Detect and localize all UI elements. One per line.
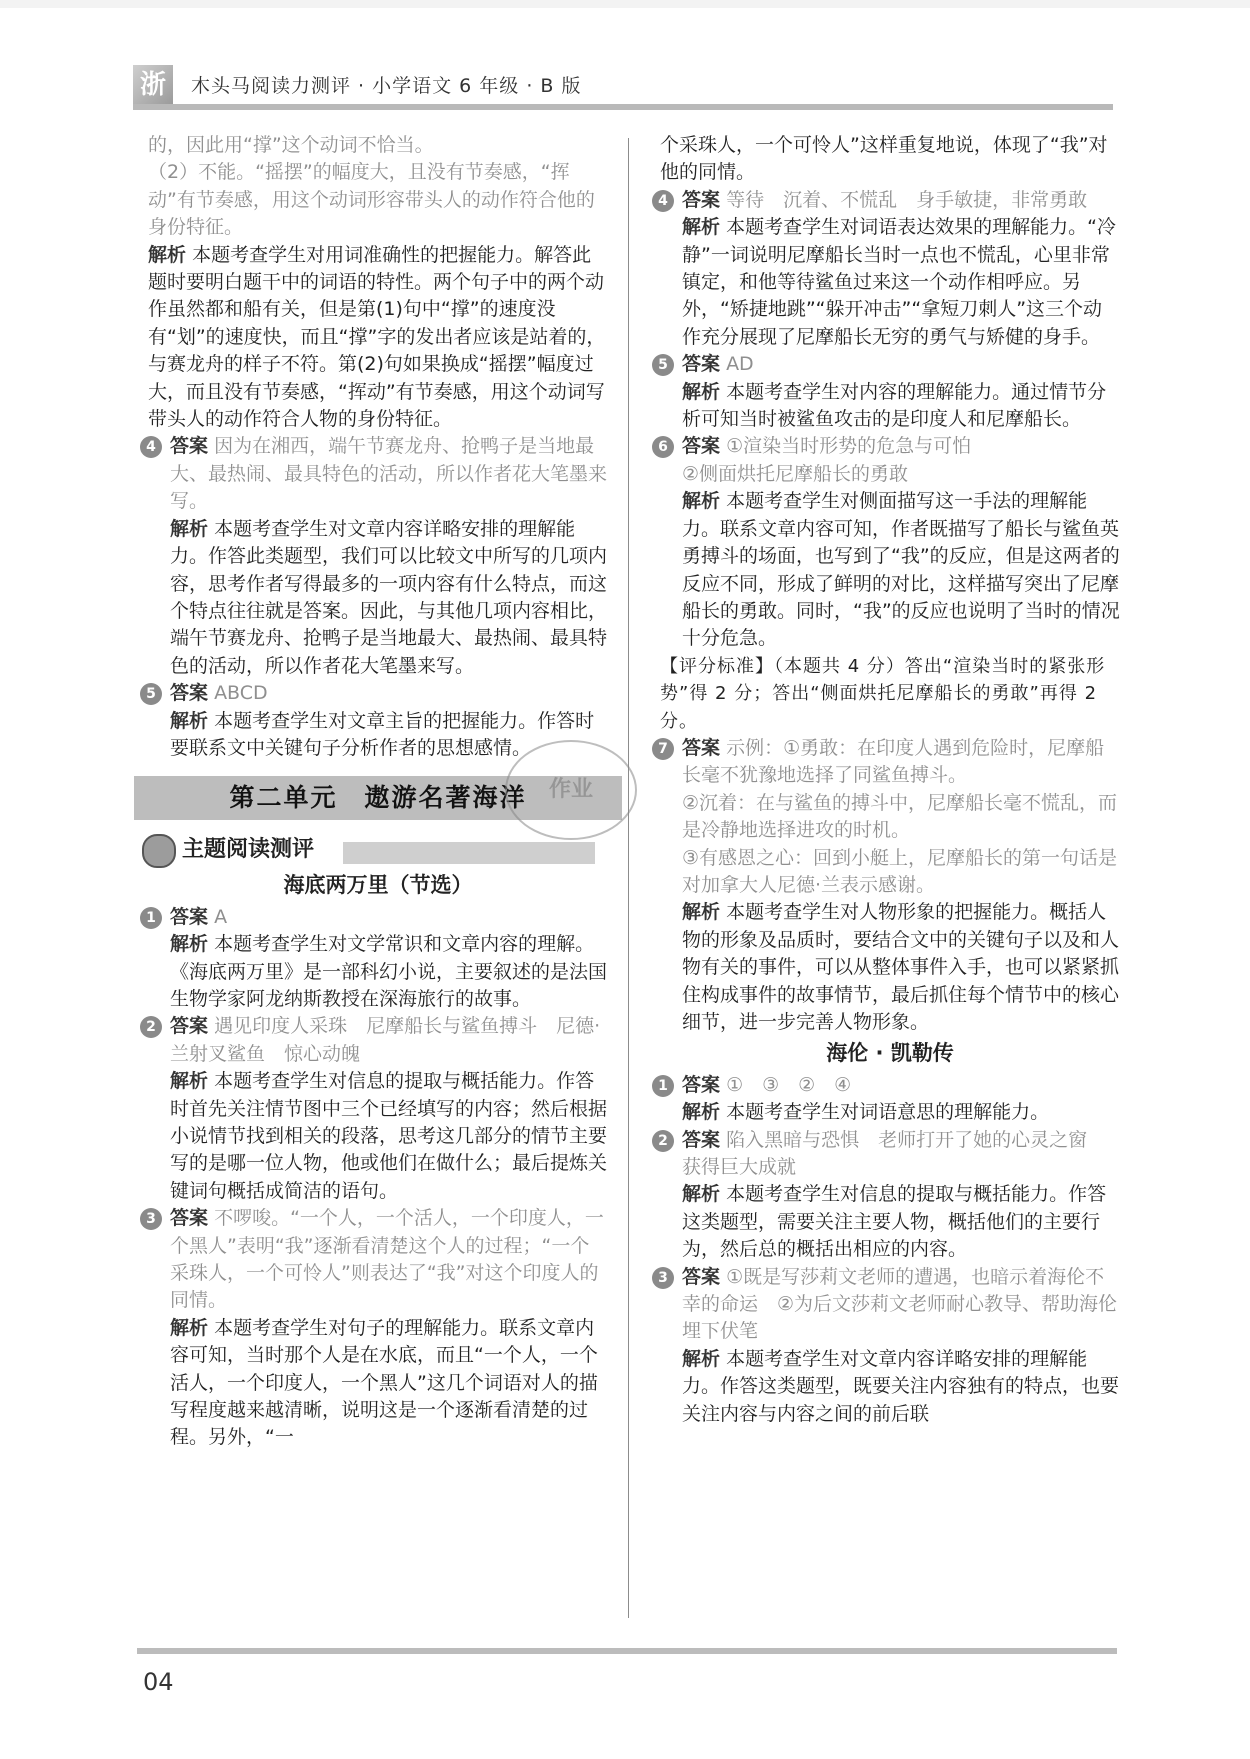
analysis-label: 解析 [682,490,721,513]
answer-text: 因为在湘西，端午节赛龙舟、抢鸭子是当地最大、最热闹、最具特色的活动，所以作者花大笔墨来写。 [170,435,608,513]
section-title: 海伦 · 凯勒传 [826,1041,954,1066]
question-item [660,1264,1120,1428]
analysis-continuation: 个采珠人，一个可怜人”这样重复地说，体现了“我”对他的同情。 [660,134,1108,184]
answer-text: 陷入黑暗与恐惧 老师打开了她的心灵之窗 获得巨大成就 [682,1128,1107,1179]
right-column [660,132,1120,1428]
question-number: 2 [140,1016,162,1038]
province-badge: 浙 [133,65,173,105]
analysis-text: 本题考查学生对文学常识和文章内容的理解。《海底两万里》是一部科幻小说，主要叙述的是法国生物学家阿龙纳斯教授在深海旅行的故事。 [170,933,608,1010]
answer-text: ABCD [214,682,268,705]
question-number: 6 [652,436,674,458]
page-number: 04 [143,1668,174,1696]
page-top-edge [0,0,1250,8]
analysis-label: 解析 [148,243,187,266]
analysis-text: 本题考查学生对句子的理解能力。联系文章内容可知，当时那个人是在水底，而且“一个人，一个活人，一个印度人，一个黑人”这几个词语对人的描写程度越来越清晰，说明这是一个逐渐看清楚的过程。另外，“一 [170,1316,598,1449]
answer-text: 遇见印度人采珠 尼摩船长与鲨鱼搏斗 尼德·兰射叉鲨鱼 惊心动魄 [170,1015,601,1065]
question-item [660,351,1120,433]
page-header [133,63,1113,105]
homework-stamp: 作业 [505,740,637,840]
answer-label: 答案 [170,905,209,928]
analysis-label: 解析 [682,1183,721,1206]
header-rule [133,104,1113,110]
question-number: 5 [140,683,162,705]
question-item-6 [660,433,1120,652]
question-number: 7 [652,738,674,760]
running-header-title: 木头马阅读力测评 · 小学语文 6 年级 · B 版 [191,75,582,97]
question-number: 1 [652,1075,674,1097]
unit-banner: 第二单元 遨游名著海洋 [134,776,622,820]
answer-text: ①渲染当时形势的危急与可怕 [726,435,972,458]
analysis-label: 解析 [682,1101,721,1124]
question-item [660,1072,1120,1127]
answer-text: ②侧面烘托尼摩船长的勇敢 [682,462,909,485]
question-item [660,1127,1120,1264]
answer-text: ②沉着：在与鲨鱼的搏斗中，尼摩船长毫不慌乱，而是冷静地选择进攻的时机。 [682,791,1118,842]
answer-label: 答案 [682,1073,721,1096]
analysis-text: 本题考查学生对用词准确性的把握能力。解答此题时要明白题干中的词语的特性。两个句子中的两个动作虽然都和船有关，但是第(1)句中“撑”的速度没有“划”的速度快，而且“撑”字的发出者应该是站着的，与赛龙舟的样子不符。第(2)句如果换成“摇摆”幅度过大，而且没有节奏感，“挥动”有节奏感，用这个动词写带头人的动作符合人物的身份特征。 [148,243,606,431]
question-item [148,904,608,1014]
analysis-text: 本题考查学生对文章内容详略安排的理解能力。作答这类题型，既要关注内容独有的特点，也要关注内容与内容之间的前后联 [682,1347,1120,1425]
analysis-text: 本题考查学生对信息的提取与概括能力。作答这类题型，需要关注主要人物，概括他们的主要行为，然后总的概括出相应的内容。 [682,1183,1107,1261]
theme-title: 主题阅读测评 [182,837,315,863]
column-divider [628,138,629,1618]
section-title: 海底两万里（节选） [283,873,473,898]
answer-continuation-1: 的，因此用“撑”这个动词不恰当。 [148,134,434,156]
analysis-text: 本题考查学生对内容的理解能力。通过情节分析可知当时被鲨鱼攻击的是印度人和尼摩船长。 [682,380,1107,431]
answer-text: ③有感恩之心：回到小艇上，尼摩船长的第一句话是对加拿大人尼德·兰表示感谢。 [682,846,1118,896]
answer-label: 答案 [682,1128,721,1151]
analysis-label: 解析 [682,1347,721,1370]
answer-label: 答案 [682,188,721,211]
answer-text: 示例：①勇敢：在印度人遇到危险时，尼摩船长毫不犹豫地选择了同鲨鱼搏斗。 [682,736,1105,787]
theme-title-bar [343,842,595,864]
answer-label: 答案 [682,353,721,376]
question-number: 3 [652,1267,674,1289]
question-number: 1 [140,907,162,929]
analysis-label: 解析 [170,709,209,732]
analysis-label: 解析 [682,380,721,403]
question-number: 3 [140,1208,162,1230]
answer-text: 等待 沉着、不慌乱 身手敏捷，非常勇敢 [726,188,1088,211]
question-number: 4 [140,436,162,458]
analysis-text: 本题考查学生对侧面描写这一手法的理解能力。联系文章内容可知，作者既描写了船长与鲨鱼英勇搏斗的场面，也写到了“我”的反应，但是这两者的反应不同，形成了鲜明的对比，这样描写突出了尼摩船长的勇敢。同时，“我”的反应也说明了当时的情况十分危急。 [682,490,1120,650]
analysis-label: 解析 [170,1316,209,1339]
question-number: 5 [652,354,674,376]
answer-text: ①既是写莎莉文老师的遭遇，也暗示着海伦不幸的命运 ②为后文莎莉文老师耐心教导、帮助海伦埋下伏笔 [682,1265,1118,1343]
analysis-text: 本题考查学生对人物形象的把握能力。概括人物的形象及品质时，要结合文中的关键句子以及和人物有关的事件，可以从整体事件入手，也可以紧紧抓住构成事件的故事情节，最后抓住每个情节中的核心细节，进一步完善人物形象。 [682,901,1120,1033]
question-item [660,187,1120,351]
footer-rule [137,1648,1117,1654]
answer-text: ① ③ ② ④ [726,1073,852,1096]
answer-label: 答案 [682,736,721,759]
analysis-label: 解析 [170,933,209,956]
scoring-standard: 【评分标准】（本题共 4 分）答出“渲染当时的紧张形势”得 2 分；答出“侧面烘托尼摩船长的勇敢”再得 2 分。 [660,655,1106,732]
answer-label: 答案 [682,1265,721,1288]
answer-text: AD [726,353,754,376]
analysis-text: 本题考查学生对文章主旨的把握能力。作答时要联系文中关键句子分析作者的思想感情。 [170,709,595,759]
answer-label: 答案 [170,435,209,458]
question-item-4 [148,433,608,680]
question-number: 2 [652,1130,674,1152]
analysis-text: 本题考查学生对信息的提取与概括能力。作答时首先关注情节图中三个已经填写的内容；然后根据小说情节找到相关的段落，思考这几部分的情节主要写的是哪一位人物，他或他们在做什么；最后提炼关键词句概括成简洁的语句。 [170,1070,608,1202]
analysis-label: 解析 [682,901,721,924]
answer-text: A [214,905,228,928]
answer-label: 答案 [170,682,209,705]
analysis-label: 解析 [682,216,721,239]
analysis-text: 本题考查学生对文章内容详略安排的理解能力。作答此类题型，我们可以比较文中所写的几项内容，思考作者写得最多的一项内容有什么特点，而这个特点往往就是答案。因此，与其他几项内容相比，端午节赛龙舟、抢鸭子是当地最大、最热闹、最具特色的活动，所以作者花大笔墨来写。 [170,517,608,677]
answer-label: 答案 [682,435,721,458]
analysis-label: 解析 [170,1070,209,1093]
question-item [148,1205,608,1452]
question-item [148,1013,608,1205]
analysis-text: 本题考查学生对词语表达效果的理解能力。“冷静”一词说明尼摩船长当时一点也不慌乱，心里非常镇定，和他等待鲨鱼过来这一个动作相呼应。另外，“矫捷地跳”“躲开冲击”“拿短刀刺人”这三个动作充分展现了尼摩船长无穷的勇气与矫健的身手。 [682,216,1116,348]
analysis-label: 解析 [170,517,209,540]
answer-label: 答案 [170,1015,209,1038]
answer-continuation-2: （2）不能。“摇摆”的幅度大，且没有节奏感，“挥动”有节奏感，用这个动词形容带头人的动作符合他的身份特征。 [148,161,595,239]
theme-section-header [148,830,608,872]
question-number: 4 [652,190,674,212]
answer-label: 答案 [170,1207,209,1230]
question-item-7 [660,735,1120,1036]
reader-avatar-icon [142,834,176,868]
analysis-text: 本题考查学生对词语意思的理解能力。 [726,1101,1050,1124]
answer-text: 不啰唆。“一个人，一个活人，一个印度人，一个黑人”表明“我”逐渐看清楚这个人的过程；“一个采珠人，一个可怜人”则表达了“我”对这个印度人的同情。 [170,1207,604,1312]
